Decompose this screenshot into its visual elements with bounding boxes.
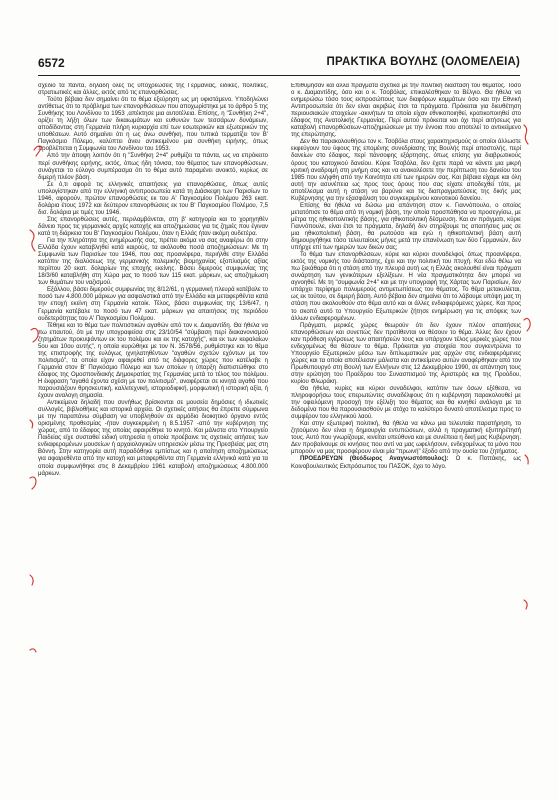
closing-paragraph xyxy=(291,456,521,470)
red-margin-mark xyxy=(525,455,528,464)
right-paragraph: Το θέμα των επανορθώσεων, κύριε και κύριοι συναδελφοί, όπως προανέφερα, εκτός της νομικής του διάστασης, έχει και την πολιτική του πτυχή. Και εδώ θέλω να πω ξεκάθαρα ότι η στάση από την πλευρά αυτή ως η Ελλάς ακολουθεί είναι πράγματι συνάρτηση των γενικότερων εξελίξεων. Η νέα πραγματικότητα δεν μπορεί να αγνοηθεί. Με τη "συμφωνία 2+4" και με την υπογραφή της Χάρτας των Παρισίων, δεν υπάρχει περίφημο πολυμερούς αντιμετωπίσεως του θέματος. Το θέμα μετακυλίεται, ως εκ τούτου, σε διμερή βάση. Αυτό βέβαια δεν σημαίνει ότι το λάβουμε υπόψη μας τη στάση που ακολουθούν στο θέμα αυτό και οι άλλες ενδιαφερόμενες χώρες. Και προς το σκοπό αυτό το Υπουργείο Εξωτερικών ζήτησε ενημέρωση για τις απόψεις των άλλων ενδιαφερομένων. xyxy=(291,252,521,322)
right-paragraph: Επιθυμήσαν και άλλα πράγματα σχετικά με την πολιτική διάσταση του θέματος. Τόσο ο κ. Διαμαντίδης, όσο και ο κ. Τσοβόλας, επικαλέσθηκαν το Βέλγιο. Θα ήθελα να ενημερώσω τόσο τους εκπροσώπους των διαφόρων κομμάτων όσο και την Εθνική Αντιπροσωπεία ότι δεν είναι ακριβώς έτσι τα πράγματα. Πρόκειται για διευθέτηση περιουσιακών στοιχείων -ακινήτων τα οποία είχαν εθνικοποιηθεί, κρατικοποιηθεί στο έδαφος της Ανατολικής Γερμανίας. Περί αυτού πρόκειται και όχι περί αιτήσεως για καταβολή επανορθώσεων-αποζημιώσεων με την έννοια που αποτελεί το αντικείμενο της επερώτησης. xyxy=(291,83,521,139)
closing-text: Ο κ. Ποττάκης, ως Κοινοβουλευτικός Εκπρόσωπος του ΠΑΣΟΚ, έχει το λόγο. xyxy=(291,456,521,470)
right-paragraph: Και στην εξωτερική πολιτική, θα ήθελα να κάνω μια τελευταία παρατήρηση, το ζητούμενο δεν είναι η δημιουργία εντυπώσεων, αλλά η πραγματική εξυπηρέτησή τους. Αυτό που γνωρίζουμε, κινείται υπεύθυνα και με συνέπεια η δική μας Κυβέρνηση. Δεν προβαίνουμε σε κινήσεις που αντί να μας ωφελήσουν, ενδεχομένως το μόνο που μπορούν να μας προσφέρουν είναι μία "πρωινή" έξοδο από την ουσία του ζητήματος. xyxy=(291,421,521,456)
header-rule xyxy=(38,75,520,76)
red-margin-mark xyxy=(524,125,528,144)
left-paragraph: Για την πληρότητα της ενημέρωσής σας, πρέπει ακόμα να σας αναφέρω ότι στην Ελλάδα έχουν καταβληθεί κατά καιρούς, τα ακόλουθα ποσά αποζημιώσεων: Με τη Συμφωνία των Παρισίων του 1946, που σας προανέφερα, περιήλθε στην Ελλάδα κατόπιν της διαλύσεως της γερμανικής πολεμικής βιομηχανίας εξοπλισμός αξίας περίπου 20 εκατ. δολαρίων της εποχής εκείνης. Βάσει διμερούς συμφωνίας της 18/3/60 καταβλήθη στη Χώρα μας το ποσό των 115 εκατ. μάρκων, ως αποζημίωση των θυμάτων του ναζισμού. xyxy=(38,238,268,287)
right-paragraph: Επίσης θα ήθελα να δώσω μια απάντηση στον κ. Γιαννόπουλο, ο οποίος μετατόπισε το θέμα από τη νομική βάση, την οποία προσπάθησα να προσεγγίσω, με μέτρα της ηθικοπολιτικής βάσης, για ηθικοπολιτική δέσμευση. Και αν πράγματι, κύριε Γιαννόπουλε, είναι έτσι τα πράγματα, δηλαδή δεν στηρίζουμε τις απαιτήσεις μας σε μια ηθικοπολιτική βάση, θα ρωτούσα και εγώ η ηθικοπολιτική βάση αυτή δημιουργήθηκε τόσο τελευταίους μήνες μετά την επανένωση των δύο Γερμανιών, δεν υπήρχε επί των ημερών των δικών σας; xyxy=(291,202,521,252)
red-margin-mark xyxy=(30,230,35,251)
left-paragraph: Τούτο βέβαια δεν σημαίνει ότι το θέμα εξεύρηση ως μη υφιστάμενο. Υποδηλώνει αντίθετως ότι το πρόβλημα των επανορθώσεων που αποχωρίστηκε με το άρθρο 5 της Συνθήκης του Λονδίνου το 1953 ,απέκτησε μια αυτοτέλεια. Επίσης, η "Συνθήκη 2+4", ορίζει τη λήξη όλων των δικαιωμάτων και ευθυνών των τεσσάρων δυνάμεων, αποδίδοντας στη Γερμανία πλήρη κυριαρχία επί των εσωτερικών και εξωτερικών της υποθέσεων. Αυτό σημαίνει ότι η ως άνω συνθήκη, που τυπικά τερματίζει τον Β' Παγκόσμιο Πόλεμο, καλύπτει άνευ αντικειμένου μια συνθήκη ειρήνης, όπως προβλέπεται η Συμφωνία του Λονδίνου του 1953. xyxy=(38,97,268,153)
left-column xyxy=(38,83,268,771)
right-paragraph: Δεν θα παρακολουθήσω τον κ. Τσοβόλα στους χαρακτηρισμούς οι οποίοι άλλωστε εκφεύγουν του ύφους της επομένης συνεδρίασης της Βουλής περί αποστολής, περί δανείων στο έδαφος, περί πάνσοφης εξάρτησης, όπως επίσης για διαβρωτικούς όρους του κατοχικού δανείου. Κύριε Τσοβόλα, δεν έχετε παρά να κάνετε μια μικρή κριτική αναδρομή στη μνήμη σας και να ανακαλέσετε την περίπτωση του δανείου του 1985 που ελήφθη από την Κοινότητα επί των ημερών σας. Και βέβαια είχαμε και όλη αυτή την ασυνέπεια ως προς τους όρους που σας είχατε αποδεχθεί τότε, με αποτέλεσμα αυτή η στάση να βαρύνει και τις διαπραγματεύσεις της δικής μας Κυβέρνησης για την εξασφάλιση του συγκεκριμένου κοινοτικού δανείου. xyxy=(291,139,521,202)
left-paragraph: Σε ό,τι αφορά τις ελληνικές απαιτήσεις για επανορθώσεις, όπως αυτές υπολογίστηκαν από την ελληνική αντιπροσωπεία κατά τη Διάσκεψη των Παρισίων το 1946, αφορούν, πρώτον επανορθώσεις εκ του Α' Παγκοσμίου Πολέμου 263 εκατ. δολάρια έτους 1972 και δεύτερον επανορθώσεις εκ του Β' Παγκοσμίου Πολέμου, 7,5 δισ. δολάρια με τιμές του 1946. xyxy=(38,181,268,216)
running-title: ΠΡΑΚΤΙΚΑ ΒΟΥΛΗΣ (ΟΛΟΜΕΛΕΙΑ) xyxy=(326,56,520,68)
page-number: 6572 xyxy=(38,56,65,70)
red-margin-mark xyxy=(524,600,527,609)
red-margin-mark xyxy=(30,477,36,489)
red-margin-mark xyxy=(30,575,33,585)
left-paragraph: Εξάλλου, βάσει διμερούς συμφωνίας της 8/12/61, η γερμανική πλευρά κατέβαλε το ποσό των 4.800.000 μάρκων για ασφαλιστικά από την Ελλάδα και μεταφερθέντα κατά την εποχή εκείνη στη Γερμανία κατοίκ. Τέλος, βάσει συμφωνίας της 13/6/47, η Γερμανία κατέβαλε το ποσό των 47 εκατ. μάρκων για απαιτήσεις της περιόδου ουδετερότητας του Α' Παγκοσμίου Πολέμου. xyxy=(38,287,268,322)
left-paragraph: σχέδιο τα πάντα, δηλαδή όλες τις υποχρεώσεις της Γερμανίας, ειδικές, πολιτικές, στρατιωτικές και άλλες, εκτός από τις επανορθώσεις. xyxy=(38,83,268,97)
speaker-name: ΠΡΟΕΔΡΕΥΩΝ (Θεόδωρος Αναγνωστόπουλος): xyxy=(300,456,449,463)
right-paragraph: Θα ήθελα, κυρίες και κύριοι συναδελφοι, κατόπιν των όσων εξέθεσα, να πληροφορήσω τους επερωτώντες συναδέλφους ότι η κυβέρνηση παρακολουθεί με την οφειλόμενη προσοχή την εξέλιξη του θέματος και θα κινηθεί ανάλογα με τα δεδομένα που θα παρουσιασθούν με στόχο το καλύτερο δυνατό αποτέλεσμα προς το συμφέρον του ελληνικού λαού. xyxy=(291,386,521,421)
page-header xyxy=(38,56,520,72)
red-margin-mark xyxy=(30,649,36,652)
left-paragraph: Τέθηκε και το θέμα των πολιτιστικών αγαθών από τον κ. Διαμαντίδη. Θα ήθελα να πω επαυτού, ότι με την υπογραφείσα στις 23/10/54 "σύμβαση περί διακανονισμού ζητημάτων προκυψάντων εκ του πολέμου και εκ της κατοχής", και εκ των κεφαλαίων 5ου και 10ου αυτής", η οποία κυρώθηκε με τον Ν. 3578/56, ρυθμίστηκε και το θέμα της επιστροφής της ευλόγως ιχνηλατηθέντων "αγαθών σχετών εχόντων με τον πολιτισμό", τα οποία είχαν αφαιρεθεί από τις διάφορες χώρες που κατέλαβε η Γερμανία στον Β' Παγκόσμιο Πόλεμο και των οποίων η ύπαρξη διαπιστώθηκε στο έδαφος της Ομοσπονδιακής Δημοκρατίας της Γερμανίας μετά το τέλος του πολέμου. Η έκφραση "αγαθά έχοντα σχέση με τον πολιτισμό", αναφέρεται σε κινητά αγαθά που παρουσιάζουν θρησκευτική, καλλιτεχνική, ιστοριοδιφική, μορφωτική ή ιστορική αξία, ή έχουν αναλογη σημασία. xyxy=(38,322,268,400)
left-paragraph: Αντικείμενα δηλαδή που συνήθως βρίσκονται σε μουσεία δημόσιες ή ιδιωτικές συλλογές, βιβλιοθήκες και ιστορικά αρχεία. Οι σχετικές αιτήσεις θα έπρεπε σύμφωνα με την παραπάνω σύμβαση να υποβληθούν σε αρμόδιο διοικητικό όργανο εντός ορισμένης προθεσμίας -ήταν συγκεκριμένη η 8.5.1957 -από την κυβέρνηση της χώρας, από το έδαφος της οποίας αφαιρέθηκε το κινητό. Και μάλιστα στο Υπουργείο Παιδείας είχε συσταθεί ειδική υπηρεσία η οποία προέβαινε τις σχετικές αιτήσεις των ενδιαφερομένων μουσείων ή αρχαιολογικών υπηρεσιών μέσω της Πρεσβείας μας στη Βόννη. Στην κατηγορία αυτή παραδόθηκε εμπίστως και η απαίτηση αποζημιώσεως για αφαιρεθέντα από την κατοχή και μεταφερθέντα στη Γερμανία ελληνικά κατά για τα οποία συμφωνήθηκε στις 8 Δεκεμβρίου 1961 καταβολή αποζημιώσεως 4.800.000 μάρκων. xyxy=(38,400,268,477)
left-paragraph: Στις επανορθώσεις αυτές, περιλαμβάνεται, στη β' κατηγορία και το χορηγηθέν δάνειο προς τις γερμανικές αρχές κατοχής και αποζημιώσεις για τις ζημιές που έγιναν κατά τη διάρκεια του Β' Παγκοσμίου Πολέμου, όταν η Ελλάς ήταν ακόμη ουδετέρα. xyxy=(38,216,268,237)
right-column xyxy=(291,83,521,771)
red-margin-mark xyxy=(524,318,530,331)
red-margin-mark xyxy=(30,420,33,428)
right-paragraph: Πράγματι, μερικές χώρες θεωρούν ότι δεν έχουν πλέον απαιτήσεις επανορθώσεων και συνεπώς δεν προτίθενται να θέσουν το θέμα. Άλλες δεν έχουν καν πρόθεση εγέρσεως των απαιτήσεών τους και υπάρχουν τέλος μερικές χώρες που ενδεχομένως θα θέσουν το θέμα. Πρόκειται για στοιχεία που συγκεντρώνει το Υπουργείο Εξωτερικών μέσω των διπλωματικών μας αρχών στις ενδιαφερόμενες χώρες και τα οποία αποτέλεσαν μάλιστα και αντικείμενο αυτών αναφέρθηκαν από τον Πρωθυπουργό στη Βουλή των Ελλήνων στις 12 Δεκεμβρίου 1990, σε απάντηση τους στην ερώτηση του Προέδρου του Συνασπισμού της Αριστεράς και της Προόδου, κυρίου Φλωράκη. xyxy=(291,322,521,385)
left-paragraph: Από την άποψη λοιπόν ότι η "Συνθήκη 2+4" ρυθμίζει τα πάντα, ως να επρόκειτο περί συνθήκης ειρήνης, εκτός, όπως ήδη τόνισα, του θέματος των επανορθώσεων, συνάγεται το εύλογο συμπέρασμα ότι το θέμα αυτό παραμένει ανοικτό, κυρίως σε διμερή πλέον βάση. xyxy=(38,153,268,181)
